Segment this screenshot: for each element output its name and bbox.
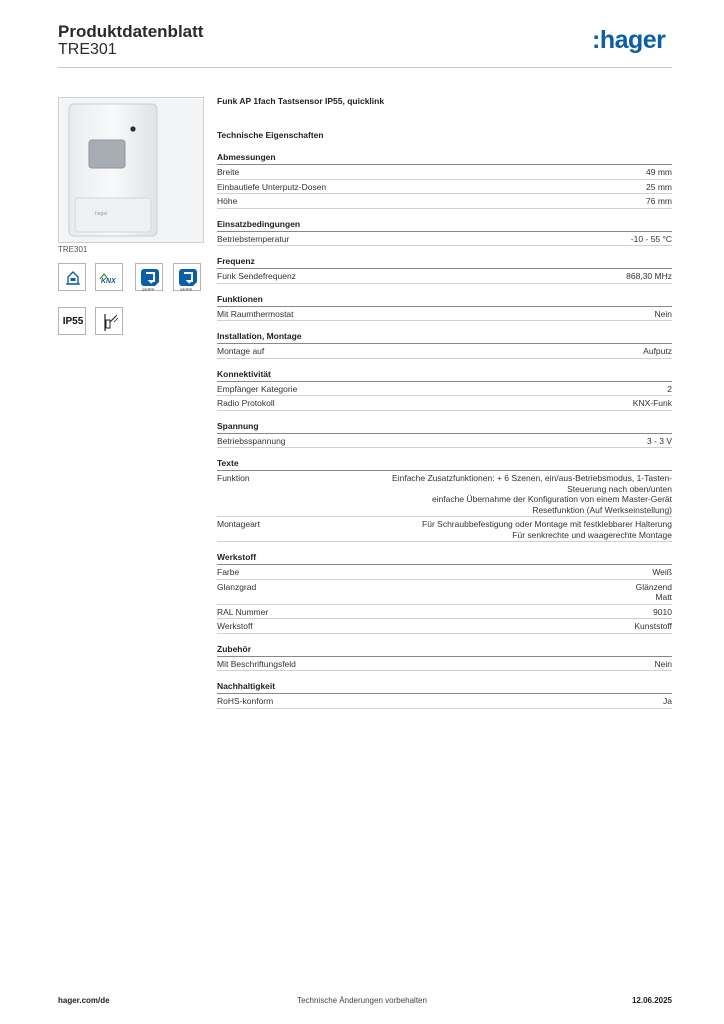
spec-row — [217, 180, 672, 195]
spec-label: Betriebsspannung — [217, 435, 286, 446]
spec-value-line: Für Schraubbefestigung oder Montage mit festklebbarer Halterung — [422, 519, 672, 529]
spec-section — [217, 219, 672, 247]
spec-value-line: 49 mm — [646, 167, 672, 177]
product-name: Funk AP 1fach Tastsensor IP55, quicklink — [217, 96, 385, 106]
quicklink-text-2: quicklink — [180, 287, 193, 292]
spec-value — [367, 167, 672, 178]
spec-label: Funk Sendefrequenz — [217, 271, 296, 281]
hager-logo: :hager — [592, 26, 666, 54]
section-title: Spannung — [217, 421, 672, 434]
spec-value — [367, 582, 672, 603]
section-title: Texte — [217, 458, 672, 471]
spec-label: Radio Protokoll — [217, 398, 275, 408]
footer-date: 12.06.2025 — [631, 996, 672, 1005]
ip55-text: IP55 — [62, 316, 84, 327]
spec-label: Montageart — [217, 519, 260, 529]
spec-value — [367, 607, 672, 618]
knx-text: KNX — [101, 278, 116, 285]
footer-website: hager.com/de — [58, 996, 110, 1005]
spec-value-line: Aufputz — [643, 346, 672, 356]
spec-row — [217, 232, 672, 247]
spec-value — [367, 436, 672, 447]
spec-value — [367, 196, 672, 207]
section-title: Werkstoff — [217, 552, 672, 565]
spec-row — [217, 307, 672, 322]
section-title: Zubehör — [217, 644, 672, 657]
spec-value-line: 25 mm — [646, 181, 672, 192]
spec-label: Breite — [217, 167, 240, 177]
spec-value-line: Steuerung nach oben/unten — [567, 483, 672, 494]
spec-label: Glanzgrad — [217, 581, 257, 592]
spec-row — [217, 605, 672, 620]
section-title: Installation, Montage — [217, 331, 672, 344]
section-title: Funktionen — [217, 294, 672, 307]
spec-label: Einbautiefe Unterputz-Dosen — [217, 181, 327, 192]
ip55-badge — [58, 307, 86, 335]
spec-label: Höhe — [217, 196, 238, 206]
spec-label: Funktion — [217, 473, 250, 483]
section-title: Nachhaltigkeit — [217, 681, 672, 694]
spec-value — [367, 309, 672, 320]
spec-label: Werkstoff — [217, 621, 253, 631]
spec-content — [217, 96, 672, 709]
spec-row — [217, 165, 672, 180]
spec-section — [217, 294, 672, 322]
spec-row — [217, 565, 672, 580]
spec-value — [367, 696, 672, 707]
spec-value-line: einfache Übernahme der Konfiguration von einem Master-Gerät — [431, 494, 672, 504]
spec-row — [217, 344, 672, 359]
spec-value — [367, 567, 672, 578]
spec-label: Farbe — [217, 567, 240, 577]
photo-caption: TRE301 — [58, 245, 88, 254]
spec-label: Betriebstemperatur — [217, 233, 290, 244]
spec-row — [217, 657, 672, 672]
spec-value — [367, 271, 672, 282]
spec-value-line: Matt — [655, 592, 672, 602]
spec-section — [217, 458, 672, 542]
spec-row — [217, 517, 672, 542]
spec-section — [217, 369, 672, 411]
spec-label: Montage auf — [217, 346, 265, 356]
spec-value-line: Für senkrechte und waagerechte Montage — [512, 529, 672, 540]
spec-row — [217, 471, 672, 517]
quicklink-text: quicklink — [142, 287, 155, 292]
quicklink-logo-icon — [135, 263, 163, 291]
spec-value-line: Nein — [654, 658, 672, 669]
spec-row — [217, 619, 672, 634]
quicklink-logo-icon-2 — [173, 263, 201, 291]
spec-section — [217, 644, 672, 672]
spec-value — [367, 398, 672, 409]
spec-value-line: Weiß — [652, 567, 672, 577]
section-title: Einsatzbedingungen — [217, 219, 672, 232]
spec-value — [367, 621, 672, 632]
spec-row — [217, 396, 672, 411]
spec-value — [367, 384, 672, 395]
section-title: Konnektivität — [217, 369, 672, 382]
spec-row — [217, 580, 672, 605]
spec-value-line: Resetfunktion (Auf Werkseinstellung) — [532, 504, 672, 515]
spec-section — [217, 152, 672, 209]
spec-value-line: -10 - 55 °C — [630, 233, 672, 244]
spec-label: Empfänger Kategorie — [217, 383, 298, 394]
outdoor-house-icon — [58, 263, 86, 291]
spec-row — [217, 434, 672, 449]
spec-section — [217, 256, 672, 284]
spec-value — [367, 182, 672, 193]
spec-row — [217, 194, 672, 209]
spec-value — [367, 234, 672, 245]
page-title: Produktdatenblatt — [58, 22, 204, 41]
header-divider — [58, 67, 672, 68]
spec-value-line: Kunststoff — [634, 621, 672, 631]
spec-value-line: Einfache Zusatzfunktionen: + 6 Szenen, ein/aus-Betriebsmodus, 1-Tasten- — [392, 473, 672, 483]
product-photo — [58, 97, 204, 243]
spec-value-line: 9010 — [653, 606, 672, 617]
hager-logo-text: hager — [599, 26, 666, 54]
spec-row — [217, 694, 672, 709]
spec-value — [367, 473, 672, 515]
spec-value-line: Glänzend — [635, 581, 672, 592]
spec-value — [367, 346, 672, 357]
spec-value-line: KNX-Funk — [632, 398, 672, 408]
spec-value — [367, 659, 672, 670]
knx-logo-icon — [95, 263, 123, 291]
tech-properties-title: Technische Eigenschaften — [217, 130, 324, 140]
spec-value-line: Nein — [654, 308, 672, 319]
spec-section — [217, 331, 672, 359]
spec-value-line: 2 — [667, 383, 672, 394]
spec-row — [217, 269, 672, 284]
spec-section — [217, 681, 672, 709]
spec-label: RoHS-konform — [217, 696, 274, 706]
footer-notice: Technische Änderungen vorbehalten — [297, 996, 427, 1005]
photo-brand-mark: hager — [95, 211, 108, 217]
product-code: TRE301 — [58, 41, 117, 58]
spec-value-line: 3 - 3 V — [646, 435, 672, 446]
section-title: Frequenz — [217, 256, 672, 269]
wall-mount-icon — [95, 307, 123, 335]
spec-sections — [217, 152, 672, 709]
spec-section — [217, 552, 672, 634]
spec-row — [217, 382, 672, 397]
section-title: Abmessungen — [217, 152, 672, 165]
spec-section — [217, 421, 672, 449]
spec-value — [367, 519, 672, 540]
spec-value-line: 76 mm — [646, 196, 672, 206]
spec-label: Mit Beschriftungsfeld — [217, 658, 296, 669]
spec-value-line: Ja — [663, 696, 672, 706]
spec-label: RAL Nummer — [217, 606, 269, 617]
spec-label: Mit Raumthermostat — [217, 308, 294, 319]
spec-value-line: 868,30 MHz — [626, 271, 672, 281]
